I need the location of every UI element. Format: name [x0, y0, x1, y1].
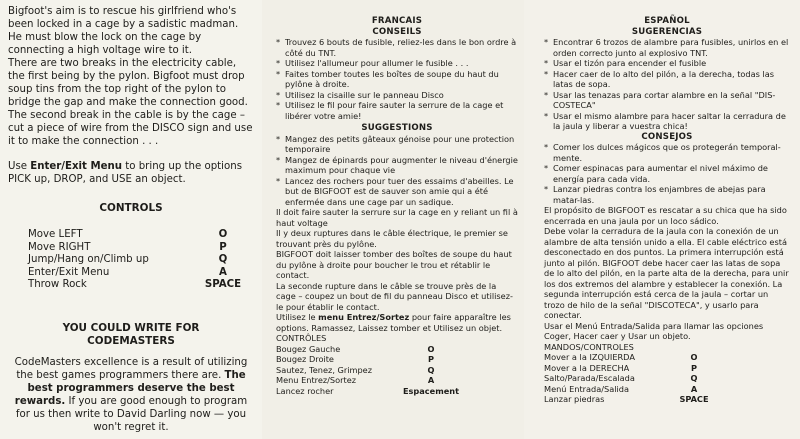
tip-item: * Utilisez le fil pour faire sauter la serrure de la cage et libérer votre amie!: [276, 100, 518, 121]
body-paragraph: Debe volar la cerradura de la jaula con la conexión de un alambre de alta tensión unido a ella. El cable eléctrico está desconectado en dos puntos. La primera interrupción está junto al pilón. BIGFOOT debe hacer caer las latas de sopa de lo alto del pilón, en la parte alta de la derecha, para unir los dos extremos del alambre y establecer la conexión. La segunda interrupción está cerca de la jaula – cortar un trozo de hilo de la señal "DISCOTECA", y usarlo para conectar.: [544, 226, 789, 320]
control-row: Sautez, Tenez, Grimpez Q: [276, 364, 435, 375]
english-panel: [0, 0, 262, 439]
control-row: Mover a la DERECHA P: [544, 362, 697, 373]
suggestion-item: * Hacer caer de lo alto del pilón, a la derecha, todas las latas de sopa.: [544, 69, 790, 90]
controls-heading: MANDOS/CONTROLES: [544, 341, 634, 352]
controls-heading: CONTRÔLES: [276, 333, 327, 343]
suggestion-item: * Usar el tizón para encender el fusible: [544, 58, 790, 69]
conseils-heading: CONSEILS: [372, 26, 422, 37]
controls-list: [276, 344, 518, 397]
write-for-us-heading: YOU COULD WRITE FOR CODEMASTERS: [62, 321, 200, 347]
intro-paragraph: The second break in the cable is by the cage – cut a piece of wire from the DISCO sign and use it to make the connection . . .: [8, 110, 253, 147]
suggestion-item: * Mangez de épinards pour augmenter le niveau d'énergie maximum pour chaque vie: [276, 155, 518, 176]
control-row: Enter/Exit Menu A: [28, 266, 227, 278]
tip-item: * Lanzar piedras contra los enjambres de abejas para matar-las.: [544, 184, 790, 205]
menu-instructions: Usar el Menú Entrada/Salida para llamar las opciones Coger, Hacer caer y Usar un objeto.: [544, 320, 764, 341]
control-row: Bougez Gauche O: [276, 343, 435, 354]
intro-paragraph: He must blow the lock on the cage by connecting a high voltage wire to it.: [8, 32, 202, 56]
suggestion-item: * Encontrar 6 trozos de alambre para fusibles, unirlos en el orden correcto junto al explosivo TNT.: [544, 37, 790, 58]
intro-paragraph: Bigfoot's aim is to rescue his girlfriend who's been locked in a cage by a sadistic madman.: [8, 6, 239, 30]
suggestion-item: * Mangez des petits gâteaux génoise pour une protection temporaire: [276, 134, 518, 155]
controls-list: [8, 229, 254, 292]
control-row: Menu Entrez/Sortez A: [276, 375, 435, 385]
body-paragraph: Il doit faire sauter la serrure sur la cage en y reliant un fil à haut voltage: [276, 207, 518, 228]
codemasters-paragraph: CodeMasters excellence is a result of utilizing the best games programmers there are. The best programmers deserve the best rewards. If you are good enough to program for us then write to David Darling now — you won't regret it.: [14, 356, 248, 433]
language-heading: ESPAÑOL: [644, 16, 690, 26]
body-paragraph: El propósito de BIGFOOT es rescatar a su chica que ha sido encerrada en una jaula por un loco sádico.: [544, 205, 787, 226]
tip-item: * Comer los dulces mágicos que os protegerán temporal-mente.: [544, 142, 790, 163]
control-row: Menú Entrada/Salida A: [544, 383, 698, 394]
control-row: Move RIGHT P: [28, 241, 227, 253]
tip-item: * Utilisez la cisaille sur le panneau Disco: [276, 90, 518, 101]
suggestion-item: * Usar las tenazas para cortar alambre en la señal "DIS-COSTECA": [544, 90, 790, 111]
controls-list: [544, 352, 790, 405]
control-row: Throw Rock SPACE: [28, 279, 242, 291]
suggestions-heading: SUGGESTIONS: [361, 123, 433, 133]
menu-instructions: Utilisez le menu Entrez/Sortez pour faire apparaître les options. Ramassez, Laissez tomber et Utilisez un objet.: [276, 312, 511, 333]
control-row: Bougez Droite P: [276, 354, 434, 364]
suggestion-item: * Usar el mismo alambre para hacer saltar la cerradura de la jaula y liberar a vuestra chica!: [544, 111, 790, 132]
sugerencias-heading: SUGERENCIAS: [631, 26, 703, 37]
body-paragraph: BIGFOOT doit laisser tomber des boîtes de soupe du haut du pylône à droite pour boucher le trou et rétablir le contact.: [276, 249, 512, 280]
tip-item: * Trouvez 6 bouts de fusible, reliez-les dans le bon ordre à côté du TNT.: [276, 37, 518, 58]
control-row: Lanzar piedras SPACE: [544, 394, 709, 404]
control-row: Salto/Parada/Escalada Q: [544, 373, 698, 383]
language-heading: FRANCAIS: [371, 16, 423, 26]
french-panel: [262, 0, 524, 439]
body-paragraph: La seconde rupture dans le câble se trouve près de la cage – coupez un bout de fil du panneau Disco et utilisez-le pour établir le contact.: [276, 280, 513, 312]
controls-heading: CONTROLS: [99, 202, 163, 214]
control-row: Lancez rocher Espacement: [276, 385, 460, 396]
menu-instructions: Use Enter/Exit Menu to bring up the options PICK up, DROP, and USE an object.: [8, 161, 243, 185]
intro-paragraph: There are two breaks in the electricity cable, the first being by the pylon. Bigfoot must drop soup tins from the top right of the pylon to bridge the gap and make the connection good.: [8, 58, 248, 108]
spanish-panel: [524, 0, 800, 439]
tip-item: * Faites tomber toutes les boîtes de soupe du haut du pylône à droite.: [276, 69, 518, 90]
consejos-heading: CONSEJOS: [641, 131, 693, 142]
control-row: Move LEFT O: [28, 229, 228, 240]
control-row: Mover a la IZQUIERDA O: [544, 352, 698, 362]
tip-item: * Comer espinacas para aumentar el nivel máximo de energía para cada vida.: [544, 163, 790, 184]
control-row: Jump/Hang on/Climb up Q: [28, 254, 228, 266]
body-paragraph: Il y deux ruptures dans le câble électrique, le premier se trouvant près du pylône.: [276, 228, 508, 249]
suggestion-item: * Lancez des rochers pour tuer des essaims d'abeilles. Le but de BIGFOOT est de sauver son amie qui a été enfermée dans une cage par un sadique.: [276, 176, 518, 208]
tip-item: * Utilisez l'allumeur pour allumer le fusible . . .: [276, 58, 518, 69]
